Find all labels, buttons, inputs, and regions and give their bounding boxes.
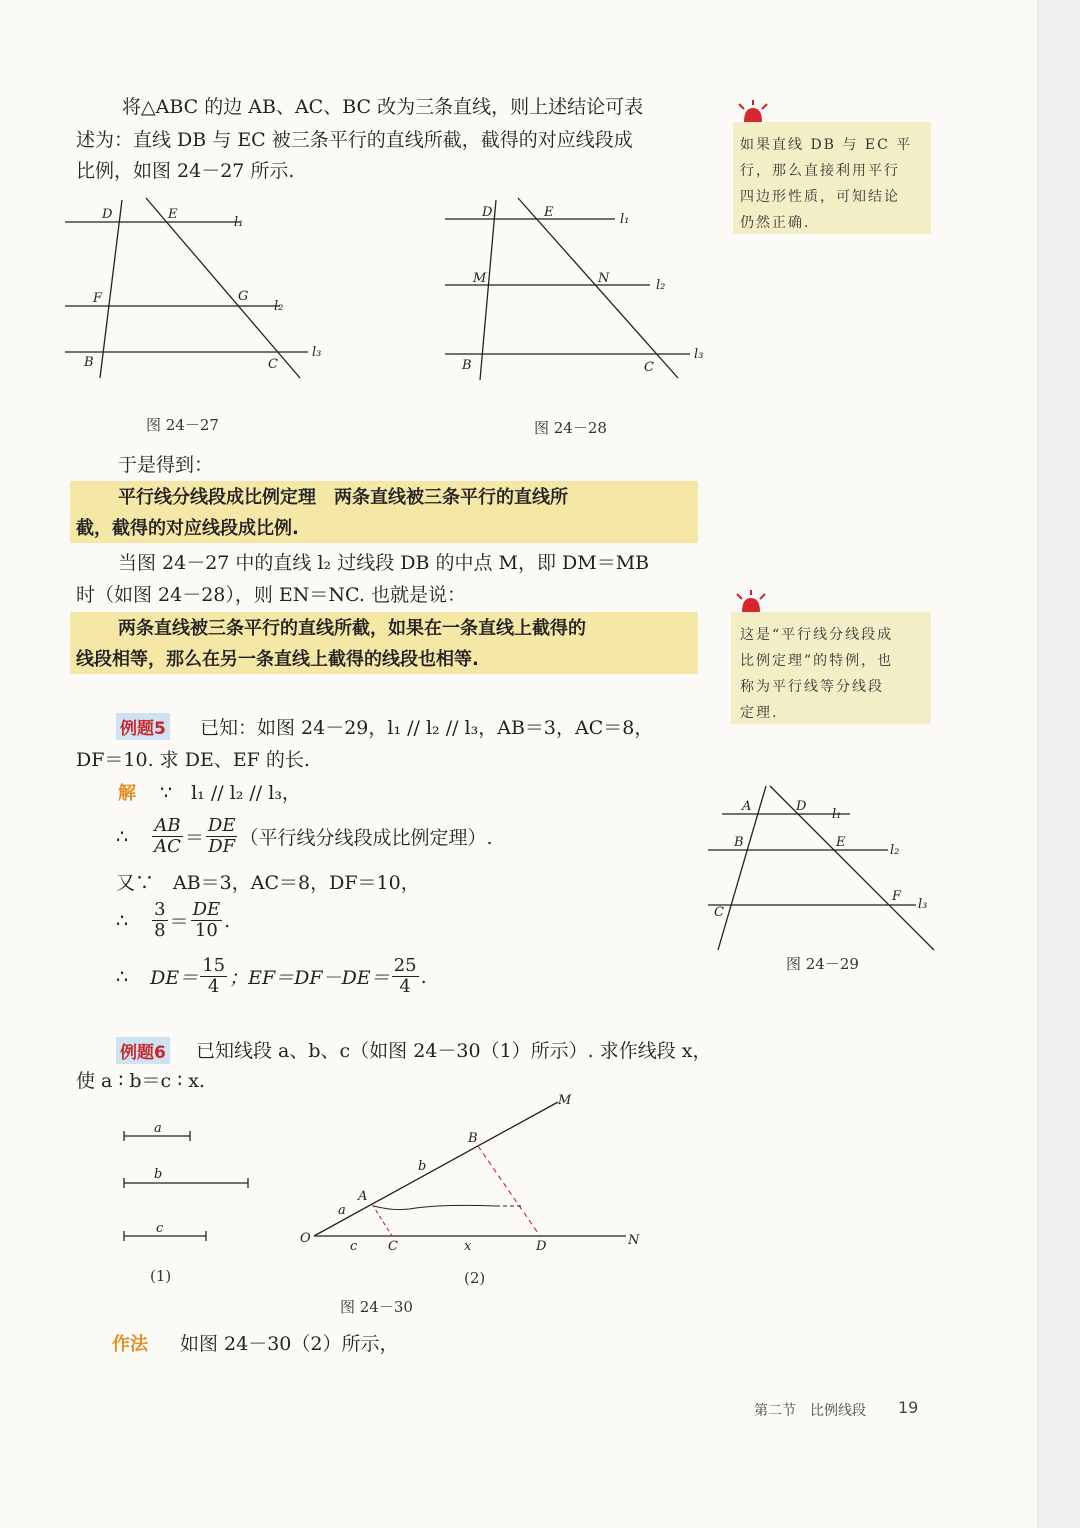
fig28-label-E: E [544, 205, 554, 220]
note-2-line-3: 称为平行线等分线段 [740, 679, 884, 695]
ef-expression: ；EF＝DF－DE＝ [229, 967, 390, 989]
solution-step-2 [116, 816, 493, 857]
fig30-label-D: D [536, 1239, 547, 1254]
fig30-label-a2: a [338, 1203, 346, 1218]
intro-line-1: 将△ABC 的边 AB、AC、BC 改为三条直线，则上述结论可表 [122, 96, 644, 118]
figure-24-30-part-2 [296, 1088, 656, 1258]
fig28-label-M: M [473, 271, 487, 286]
fig30-sub-2: (2) [464, 1269, 486, 1287]
corollary-line-1: 两条直线被三条平行的直线所截，如果在一条直线上截得的 [118, 618, 586, 639]
fraction-25-4: $\frac{25}{4}$ [393, 955, 417, 997]
equals-sign: ＝ [169, 911, 189, 933]
solution-label: 解 [118, 783, 136, 804]
note-1-line-4: 仍然正确. [740, 215, 811, 231]
derive-text: 于是得到： [118, 454, 214, 476]
example-5-line-2: DF＝10. 求 DE、EF 的长. [76, 749, 310, 771]
fig29-label-D: D [796, 799, 807, 814]
solution-step-1: ∵ l₁ // l₂ // l₃， [160, 782, 301, 804]
fig28-label-l1: l₁ [620, 212, 630, 227]
figure-24-30-part-1 [116, 1114, 266, 1254]
fraction-ab-ac: $\frac{AB}{AC}$ [154, 815, 181, 857]
intro-line-2: 述为：直线 DB 与 EC 被三条平行的直线所截，截得的对应线段成 [76, 129, 633, 151]
fig30-label-B: B [468, 1131, 478, 1146]
de-equals: DE＝ [150, 967, 199, 989]
fig27-label-G: G [238, 289, 249, 304]
fig27-label-F: F [93, 291, 103, 306]
note-2-line-2: 比例定理”的特例，也 [740, 653, 894, 669]
fig28-label-l2: l₂ [656, 278, 666, 293]
corollary-line-2: 线段相等，那么在另一条直线上截得的线段也相等. [76, 649, 479, 670]
solution-step-4 [116, 900, 230, 941]
fig30-label-x: x [464, 1239, 472, 1254]
note-2-line-1: 这是“平行线分线段成 [740, 627, 894, 643]
figure-24-27 [60, 192, 340, 392]
example-5-line-1: 已知：如图 24－29，l₁ // l₂ // l₃，AB＝3，AC＝8， [200, 717, 654, 739]
fig27-label-l2: l₂ [274, 299, 284, 314]
fig29-label-C: C [714, 905, 724, 920]
example-5-label: 例题5 [116, 713, 170, 740]
note-1-line-3: 四边形性质，可知结论 [740, 189, 900, 205]
example-6-line-1: 已知线段 a、b、c（如图 24－30（1）所示）. 求作线段 x， [196, 1040, 712, 1062]
therefore-symbol: ∴ [116, 825, 129, 848]
page-edge [1037, 0, 1080, 1528]
fraction-de-10: $\frac{DE}{10}$ [192, 899, 221, 941]
intro-line-3: 比例，如图 24－27 所示. [76, 160, 295, 182]
fraction-de-df: $\frac{DE}{DF}$ [207, 815, 236, 857]
fig27-label-B: B [84, 355, 94, 370]
fig30-label-C: C [388, 1239, 398, 1254]
figure-24-29 [700, 784, 940, 954]
fig29-label-E: E [836, 835, 846, 850]
fig30-label-c2: c [350, 1239, 358, 1254]
fig30-label-b: b [154, 1167, 163, 1182]
note-2-line-4: 定理. [740, 705, 779, 721]
fig30-label-b2: b [418, 1159, 427, 1174]
example-6-line-2: 使 a ∶ b＝c ∶ x. [76, 1070, 205, 1092]
fig29-label-F: F [892, 889, 902, 904]
note-1-line-2: 行，那么直接利用平行 [740, 163, 900, 179]
fig29-label-l3: l₃ [918, 897, 928, 912]
theorem-reference: （平行线分线段成比例定理）. [239, 827, 493, 849]
equals-sign: ＝ [184, 827, 204, 849]
fig30-label-A: A [358, 1189, 368, 1204]
fig27-label-D: D [102, 207, 113, 222]
fig30-label-c: c [156, 1221, 164, 1236]
fig28-label-B: B [462, 358, 472, 373]
theorem-line-2: 截，截得的对应线段成比例. [76, 518, 299, 539]
period: . [224, 909, 231, 932]
figure-24-28 [440, 192, 720, 392]
fig29-label-B: B [734, 835, 744, 850]
fig29-label-A: A [742, 799, 752, 814]
fig30-label-N: N [628, 1233, 640, 1248]
footer-section: 第二节 比例线段 [754, 1403, 866, 1419]
fig30-label-O: O [300, 1231, 311, 1246]
special-line-2: 时（如图 24－28），则 EN＝NC. 也就是说： [76, 584, 466, 606]
therefore-symbol: ∴ [116, 909, 129, 932]
fraction-3-8: $\frac{3}{8}$ [154, 899, 166, 941]
fig28-label-C: C [644, 360, 654, 375]
solution-step-3: 又∵ AB＝3，AC＝8，DF＝10， [116, 872, 420, 894]
fig27-label-C: C [268, 357, 278, 372]
construction-text: 如图 24－30（2）所示， [180, 1333, 399, 1355]
therefore-symbol: ∴ [116, 965, 129, 988]
fig27-caption: 图 24－27 [146, 416, 219, 434]
example-6-label: 例题6 [116, 1037, 170, 1064]
fig29-label-l1: l₁ [832, 807, 842, 822]
page-number: 19 [898, 1398, 919, 1417]
note-1-line-1: 如果直线 DB 与 EC 平 [740, 137, 913, 153]
fig30-caption: 图 24－30 [340, 1298, 413, 1316]
fig27-label-l1: l₁ [234, 215, 244, 230]
theorem-line-1: 平行线分线段成比例定理 两条直线被三条平行的直线所 [118, 487, 568, 508]
fig29-label-l2: l₂ [890, 843, 900, 858]
fig29-caption: 图 24－29 [786, 955, 859, 973]
construction-label: 作法 [112, 1334, 148, 1355]
fraction-15-4: $\frac{15}{4}$ [202, 955, 226, 997]
period: . [420, 965, 427, 988]
fig30-label-a: a [154, 1121, 162, 1136]
fig27-label-l3: l₃ [312, 345, 322, 360]
fig27-label-E: E [168, 207, 178, 222]
fig28-label-l3: l₃ [694, 347, 704, 362]
fig28-label-D: D [482, 205, 493, 220]
special-line-1: 当图 24－27 中的直线 l₂ 过线段 DB 的中点 M，即 DM＝MB [118, 552, 650, 574]
fig30-label-M: M [558, 1093, 572, 1108]
fig30-sub-1: (1) [150, 1267, 172, 1285]
solution-step-5 [116, 956, 427, 997]
fig28-label-N: N [598, 271, 610, 286]
fig28-caption: 图 24－28 [534, 419, 607, 437]
